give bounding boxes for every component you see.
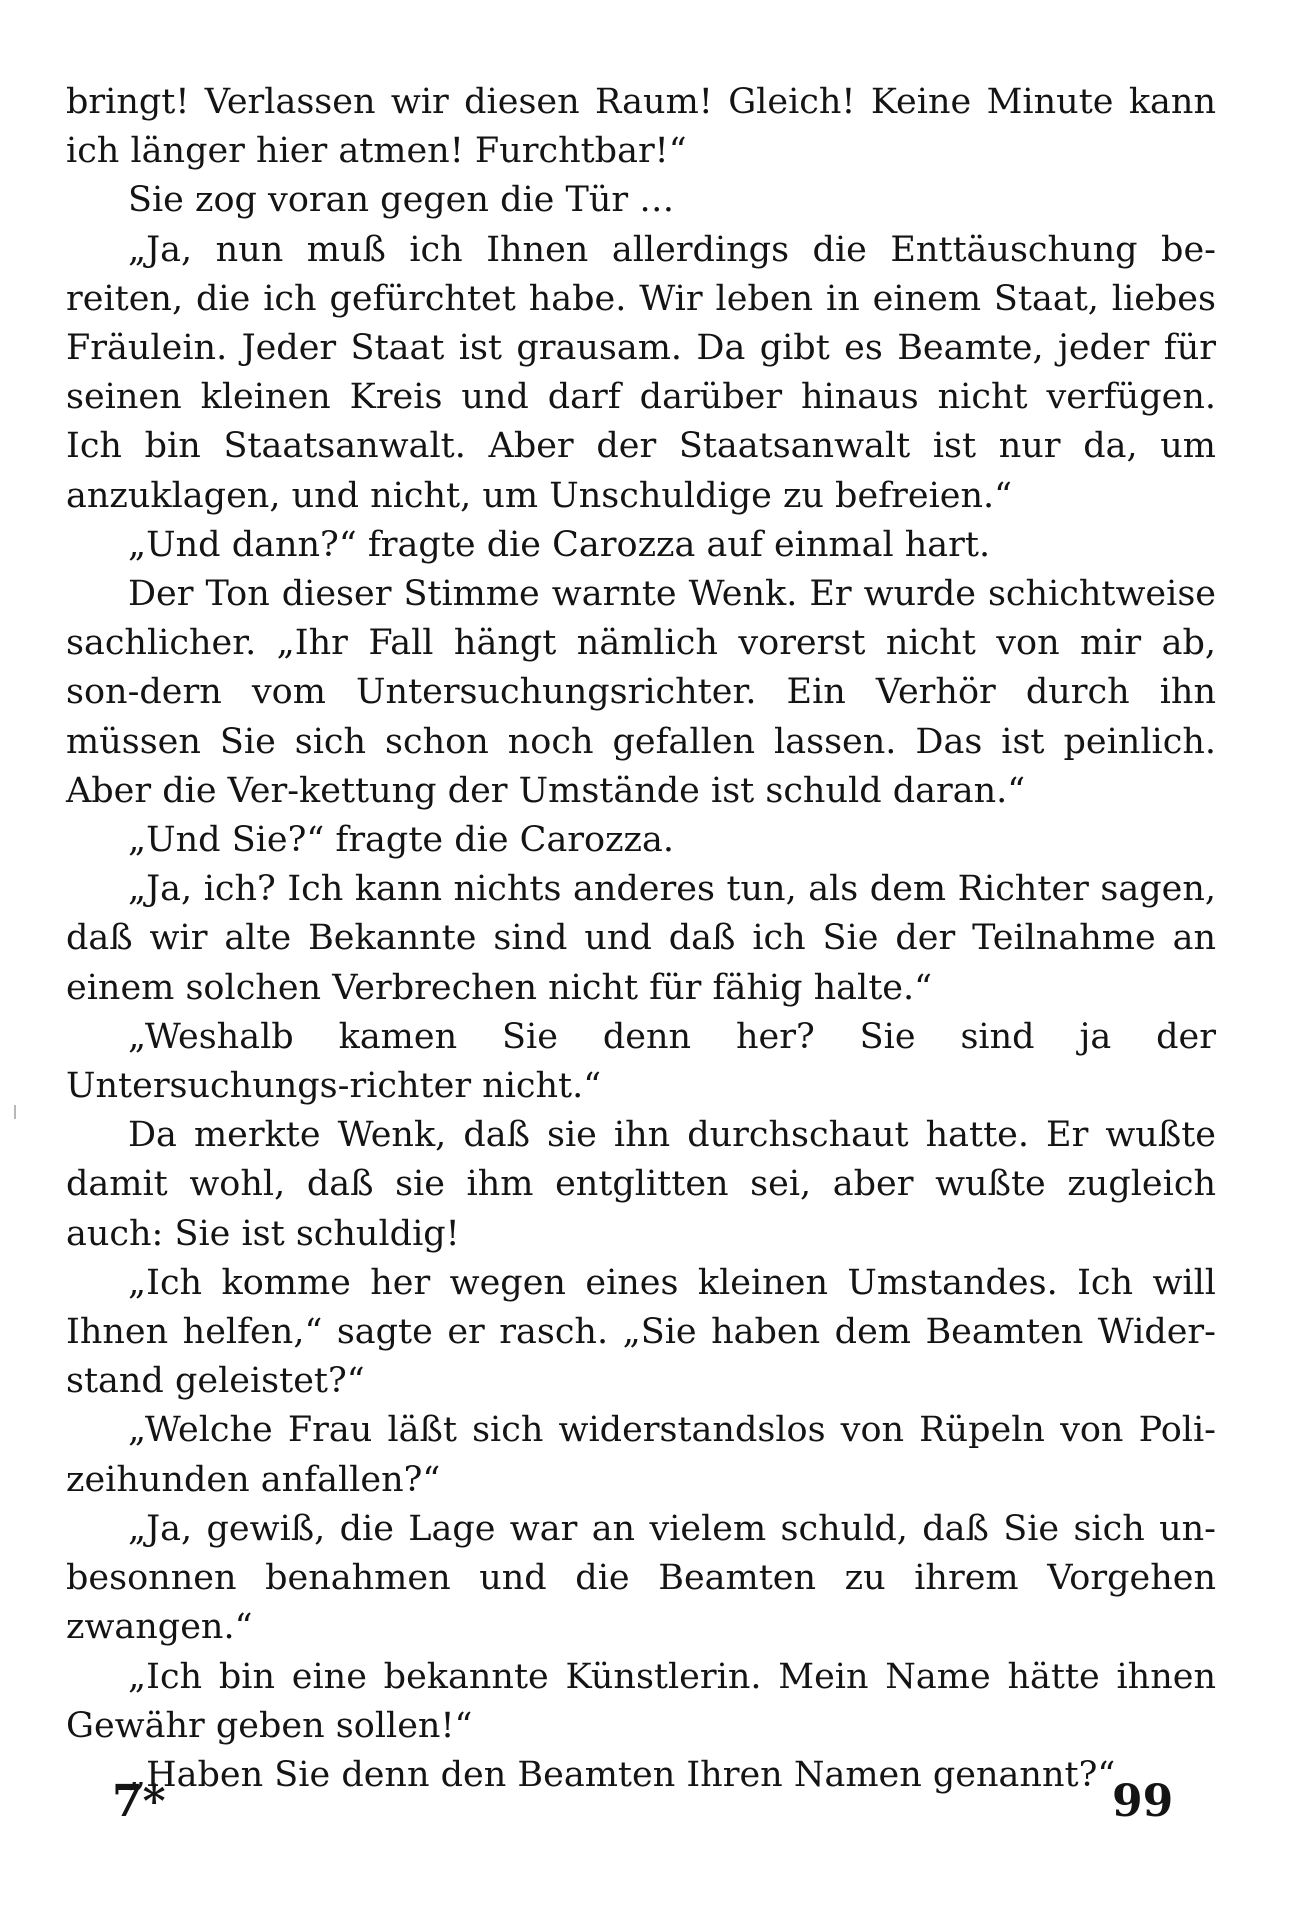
page-footer (0, 1776, 1289, 1836)
paragraph: „Ich komme her wegen eines kleinen Umstandes. Ich will Ihnen helfen,“ sagte er rasch. „Sie haben dem Beamten Wider-stand geleistet?“ (66, 1262, 1216, 1402)
paragraph: Sie zog voran gegen die Tür … (128, 180, 675, 221)
paragraph: „Und dann?“ fragte die Carozza auf einmal hart. (128, 524, 991, 565)
paragraph: „Ja, ich? Ich kann nichts anderes tun, als dem Richter sagen, daß wir alte Bekannte sind und daß ich Sie der Teilnahme an einem solchen Verbrechen nicht für fähig halte.“ (66, 869, 1216, 1008)
margin-speck (14, 1105, 16, 1119)
paragraph: bringt! Verlassen wir diesen Raum! Gleich! Keine Minute kann ich länger hier atmen! Furchtbar!“ (66, 82, 1216, 172)
paragraph: „Und Sie?“ fragte die Carozza. (128, 820, 674, 861)
paragraph: „Weshalb kamen Sie denn her? Sie sind ja der Untersuchungs-richter nicht.“ (66, 1016, 1216, 1107)
paragraph: Der Ton dieser Stimme warnte Wenk. Er wurde schichtweise sachlicher. „Ihr Fall hängt nämlich vorerst nicht von mir ab, son-dern vom Untersuchungsrichter. Ein Verhör durch ihn müssen Sie sich schon noch gefallen lassen. Das ist peinlich. Aber die Ver-kettung der Umstände ist schuld daran.“ (66, 574, 1216, 811)
paragraph: Da merkte Wenk, daß sie ihn durchschaut hatte. Er wußte damit wohl, daß sie ihm entglitten sei, aber wußte zugleich auch: Sie ist schuldig! (66, 1115, 1216, 1254)
paragraph: „Ich bin eine bekannte Künstlerin. Mein Name hätte ihnen Gewähr geben sollen!“ (66, 1656, 1216, 1746)
signature-mark: 7* (112, 1776, 166, 1827)
paragraph: „Ja, nun muß ich Ihnen allerdings die Enttäuschung be-reiten, die ich gefürchtet habe. Wir leben in einem Staat, liebes Fräulein. Jeder Staat ist grausam. Da gibt es Beamte, jeder für seinen kleinen Kreis und darf darüber hinaus nicht verfügen. Ich bin Staatsanwalt. Aber der Staatsanwalt ist nur da, um anzuklagen, und nicht, um Unschuldige zu befreien.“ (66, 229, 1216, 516)
paragraph: „Welche Frau läßt sich widerstandslos von Rüpeln von Poli-zeihunden anfallen?“ (66, 1410, 1216, 1500)
paragraph: „Ja, gewiß, die Lage war an vielem schuld, daß Sie sich un-besonnen benahmen und die Beamten zu ihrem Vorgehen zwangen.“ (66, 1508, 1216, 1648)
body-text (66, 78, 1216, 1800)
page-number: 99 (1112, 1776, 1174, 1827)
paragraph: „Haben Sie denn den Beamten Ihren Namen genannt?“ (128, 1754, 1116, 1795)
